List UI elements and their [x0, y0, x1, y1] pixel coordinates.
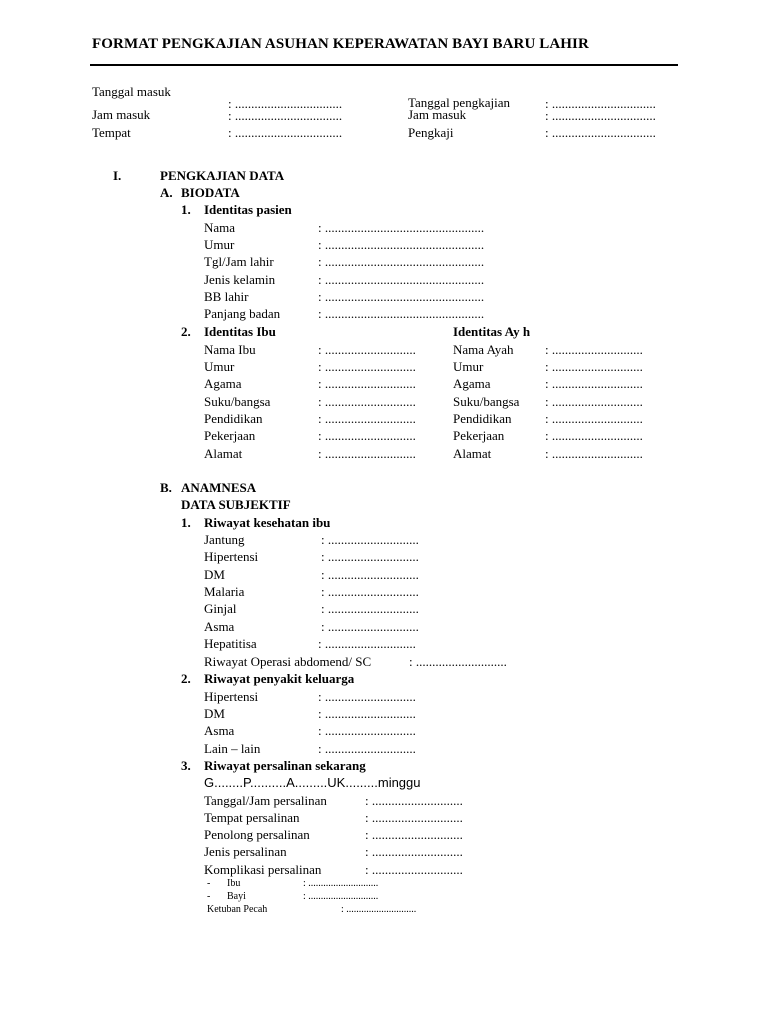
field-label: Komplikasi persalinan	[204, 862, 322, 877]
field-label: DM	[204, 567, 225, 582]
field-label: Jantung	[204, 532, 245, 547]
field-label: Umur	[453, 359, 484, 374]
identitas-ibu-heading: Identitas Ibu	[204, 324, 276, 339]
field-blank: : ............................	[545, 446, 643, 461]
field-blank: : .................................................	[318, 220, 485, 235]
section-title: PENGKAJIAN DATA	[160, 168, 285, 183]
field-label: Jenis kelamin	[204, 272, 276, 287]
field-label: DM	[204, 706, 225, 721]
field-label: Tgl/Jam lahir	[204, 254, 274, 269]
blank-jam-masuk: : .................................	[228, 108, 343, 123]
item-number: 3.	[181, 758, 191, 773]
field-label: Nama Ayah	[453, 342, 514, 357]
field-label: Agama	[453, 376, 491, 391]
field-blank: : ............................	[303, 891, 379, 902]
anamnesa-heading: ANAMNESA	[181, 480, 257, 495]
field-label: Alamat	[453, 446, 492, 461]
blank-tempat: : .................................	[228, 125, 343, 140]
field-label: Tempat persalinan	[204, 810, 300, 825]
field-blank: : ............................	[365, 862, 463, 877]
field-label-bayi: Bayi	[227, 891, 246, 902]
field-blank: : ............................	[365, 844, 463, 859]
field-label: Tanggal/Jam persalinan	[204, 793, 327, 808]
field-blank: : ............................	[303, 878, 379, 889]
field-label: Hipertensi	[204, 689, 259, 704]
field-blank: : .................................................	[318, 306, 485, 321]
item-number: 1.	[181, 515, 191, 530]
field-blank: : ............................	[545, 411, 643, 426]
bullet-dash: -	[207, 878, 211, 889]
field-label: Alamat	[204, 446, 243, 461]
field-label: Pendidikan	[453, 411, 512, 426]
field-label: Asma	[204, 619, 235, 634]
field-label: Pekerjaan	[453, 428, 505, 443]
data-subjektif-heading: DATA SUBJEKTIF	[181, 497, 291, 512]
label-jam-masuk-right: Jam masuk	[408, 107, 467, 122]
field-blank: : ............................	[318, 394, 416, 409]
riwayat-persalinan-heading: Riwayat persalinan sekarang	[204, 758, 366, 773]
field-label-ketuban: Ketuban Pecah	[207, 904, 268, 915]
riwayat-penyakit-keluarga-heading: Riwayat penyakit keluarga	[204, 671, 355, 686]
field-label: Hepatitisa	[204, 636, 257, 651]
field-label-ibu: Ibu	[227, 878, 241, 889]
label-pengkaji: Pengkaji	[408, 125, 454, 140]
field-label: Penolong persalinan	[204, 827, 310, 842]
item-number: 2.	[181, 671, 191, 686]
field-blank: : ............................	[321, 532, 419, 547]
field-blank: : ............................	[318, 689, 416, 704]
field-blank: : ............................	[318, 428, 416, 443]
field-label: Malaria	[204, 584, 245, 599]
field-blank: : .................................................	[318, 289, 485, 304]
field-blank: : .................................................	[318, 254, 485, 269]
field-label: Riwayat Operasi abdomend/ SC	[204, 654, 372, 669]
field-label: BB lahir	[204, 289, 249, 304]
field-label: Ginjal	[204, 601, 237, 616]
riwayat-kesehatan-ibu-heading: Riwayat kesehatan ibu	[204, 515, 331, 530]
field-blank: : ............................	[318, 376, 416, 391]
field-blank: : ............................	[318, 723, 416, 738]
field-blank: : ............................	[318, 636, 416, 651]
field-blank: : ............................	[365, 793, 463, 808]
field-blank: : ............................	[341, 904, 417, 915]
field-blank: : ............................	[318, 411, 416, 426]
item-number: 2.	[181, 324, 191, 339]
subsection-title: BIODATA	[181, 185, 240, 200]
field-blank: : ............................	[321, 601, 419, 616]
blank-jam-masuk-right: : ................................	[545, 108, 656, 123]
field-label: Suku/bangsa	[453, 394, 520, 409]
field-blank: : ............................	[409, 654, 507, 669]
blank-tanggal-masuk: : .................................	[228, 96, 343, 111]
blank-tanggal-pengkajian: : ................................	[545, 96, 656, 111]
gpa-line: G........P..........A.........UK.........minggu	[204, 775, 421, 790]
field-label: Umur	[204, 359, 235, 374]
field-blank: : ............................	[321, 619, 419, 634]
field-blank: : ............................	[365, 827, 463, 842]
identitas-pasien-heading: Identitas pasien	[204, 202, 292, 217]
field-label: Jenis persalinan	[204, 844, 287, 859]
field-blank: : ............................	[545, 394, 643, 409]
subsection-label: B.	[160, 480, 172, 495]
field-blank: : .................................................	[318, 237, 485, 252]
field-label: Nama	[204, 220, 236, 235]
section-number: I.	[113, 168, 122, 183]
label-jam-masuk: Jam masuk	[92, 107, 151, 122]
document-title: FORMAT PENGKAJIAN ASUHAN KEPERAWATAN BAYI BARU LAHIR	[92, 36, 589, 52]
field-blank: : ............................	[365, 810, 463, 825]
blank-pengkaji: : ................................	[545, 125, 656, 140]
label-tanggal-pengkajian: Tanggal pengkajian	[408, 95, 510, 110]
field-blank: : ............................	[318, 741, 416, 756]
subsection-label: A.	[160, 185, 173, 200]
bullet-dash: -	[207, 891, 211, 902]
field-blank: : ............................	[318, 342, 416, 357]
field-label: Pendidikan	[204, 411, 263, 426]
label-tanggal-masuk: Tanggal masuk	[92, 84, 171, 99]
field-blank: : .................................................	[318, 272, 485, 287]
identitas-ayah-heading: Identitas Ay h	[453, 324, 531, 339]
field-blank: : ............................	[318, 706, 416, 721]
field-blank: : ............................	[545, 342, 643, 357]
field-blank: : ............................	[545, 376, 643, 391]
item-number: 1.	[181, 202, 191, 217]
field-label: Lain – lain	[204, 741, 261, 756]
field-blank: : ............................	[321, 567, 419, 582]
label-tempat: Tempat	[92, 125, 131, 140]
title-underline	[90, 64, 678, 66]
field-label: Agama	[204, 376, 242, 391]
field-blank: : ............................	[318, 446, 416, 461]
field-label: Panjang badan	[204, 306, 281, 321]
field-blank: : ............................	[545, 359, 643, 374]
field-label: Pekerjaan	[204, 428, 256, 443]
field-blank: : ............................	[321, 549, 419, 564]
field-label: Suku/bangsa	[204, 394, 271, 409]
field-blank: : ............................	[321, 584, 419, 599]
field-label: Nama Ibu	[204, 342, 256, 357]
field-label: Asma	[204, 723, 235, 738]
field-label: Hipertensi	[204, 549, 259, 564]
field-label: Umur	[204, 237, 235, 252]
field-blank: : ............................	[318, 359, 416, 374]
field-blank: : ............................	[545, 428, 643, 443]
